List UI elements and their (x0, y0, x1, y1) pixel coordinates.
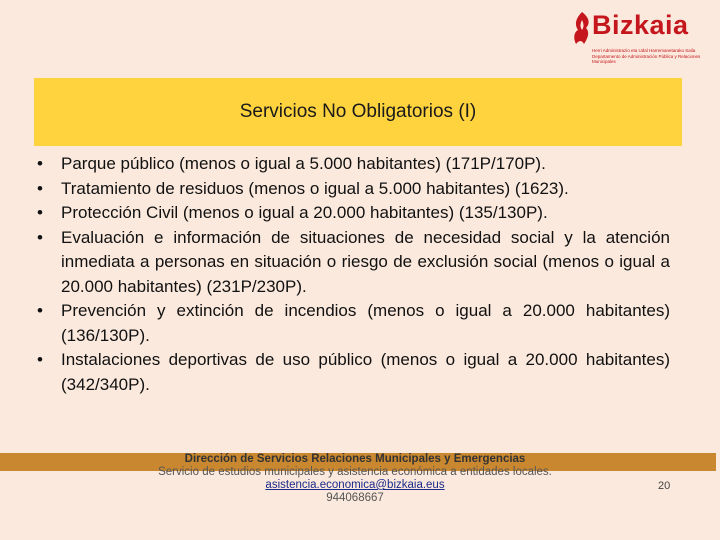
bullet-list (34, 152, 670, 397)
bullet-item: • Prevención y extinción de incendios (menos o igual a 20.000 habitantes) (136/130P). (34, 299, 670, 348)
bizkaia-flame-icon (570, 10, 594, 48)
footer-phone: 944068667 (326, 492, 384, 504)
logo-subtitle (592, 48, 704, 65)
bullet-item: • Protección Civil (menos o igual a 20.000 habitantes) (135/130P). (34, 201, 670, 226)
logo-wordmark: Bizkaia (592, 10, 689, 40)
logo-subtitle-line: Herri Administrazio eta Udal Harremanetarako Saila (592, 48, 696, 53)
logo-subtitle-line: Departamento de Administración Pública y Relaciones Municipales (592, 53, 701, 64)
slide-title: Servicios No Obligatorios (I) (239, 101, 477, 122)
footer-email-link[interactable]: asistencia.economica@bizkaia.eus (265, 479, 445, 491)
bullet-item: • Instalaciones deportivas de uso público (menos o igual a 20.000 habitantes) (342/340P). (34, 348, 670, 397)
footer (0, 453, 710, 505)
footer-service: Servicio de estudios municipales y asistencia económica a entidades locales. (158, 466, 552, 478)
bullet-item: • Parque público (menos o igual a 5.000 habitantes) (171P/170P). (34, 152, 670, 177)
bullet-item: • Tratamiento de residuos (menos o igual a 5.000 habitantes) (1623). (34, 177, 670, 202)
title-band (34, 78, 682, 146)
bullet-item: • Evaluación e información de situaciones de necesidad social y la atención inmediata a personas en situación o riesgo de exclusión social (menos o igual a 20.000 habitantes) (231P/230P). (34, 226, 670, 300)
page-number: 20 (658, 480, 671, 492)
footer-department: Dirección de Servicios Relaciones Municipales y Emergencias (184, 453, 526, 465)
bizkaia-logo (570, 8, 700, 80)
